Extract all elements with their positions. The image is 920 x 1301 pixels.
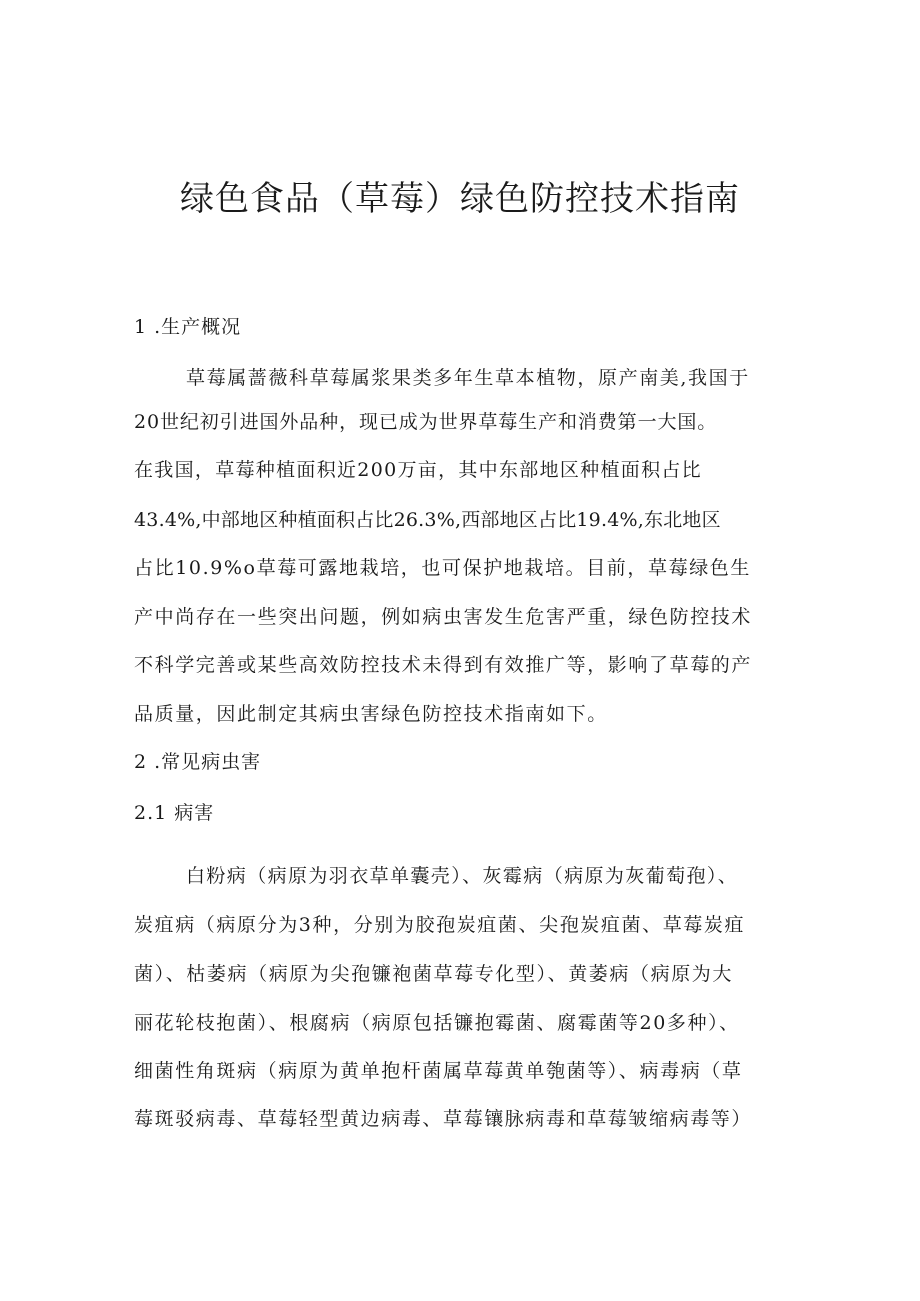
paragraph-line: 20世纪初引进国外品种，现已成为世界草莓生产和消费第一大国。 <box>134 411 718 433</box>
paragraph-line: 草莓属蔷薇科草莓属浆果类多年生草本植物，原产南美,我国于 <box>186 367 750 389</box>
paragraph-line: 产中尚存在一些突出问题，例如病虫害发生危害严重，绿色防控技术 <box>134 606 753 628</box>
document-title: 绿色食品（草莓）绿色防控技术指南 <box>180 179 740 219</box>
paragraph-line: 菌）、枯萎病（病原为尖孢镰袍菌草莓专化型）、黄萎病（病原为大 <box>134 963 734 985</box>
paragraph-line: 白粉病（病原为羽衣草单囊壳）、灰霉病（病原为灰葡萄孢）、 <box>186 865 739 887</box>
paragraph-line: 炭疽病（病原分为3种，分别为胶孢炭疽菌、尖孢炭疽菌、草莓炭疽 <box>134 914 746 936</box>
section-heading-production-overview: 1 .生产概况 <box>134 316 242 338</box>
subsection-heading-diseases: 2.1 病害 <box>134 802 215 824</box>
paragraph-line: 不科学完善或某些高效防控技术未得到有效推广等，影响了草莓的产 <box>134 654 753 676</box>
paragraph-line: 在我国，草莓种植面积近200万亩，其中东部地区种植面积占比 <box>134 459 702 481</box>
paragraph-line: 43.4%,中部地区种植面积占比26.3%,西部地区占比19.4%,东北地区 <box>134 509 721 531</box>
section-heading-common-pests: 2 .常见病虫害 <box>134 751 262 773</box>
paragraph-line: 丽花轮枝抱菌）、根腐病（病原包括镰抱霉菌、腐霉菌等20多种）、 <box>134 1012 740 1034</box>
paragraph-line: 占比10.9%o草莓可露地栽培，也可保护地栽培。目前，草莓绿色生 <box>134 557 751 579</box>
paragraph-line: 细菌性角斑病（病原为黄单抱杆菌属草莓黄单匏菌等）、病毒病（草 <box>134 1060 743 1082</box>
paragraph-line: 品质量，因此制定其病虫害绿色防控技术指南如下。 <box>134 703 608 725</box>
paragraph-line: 莓斑驳病毒、草莓轻型黄边病毒、草莓镶脉病毒和草莓皱缩病毒等） <box>134 1108 753 1130</box>
